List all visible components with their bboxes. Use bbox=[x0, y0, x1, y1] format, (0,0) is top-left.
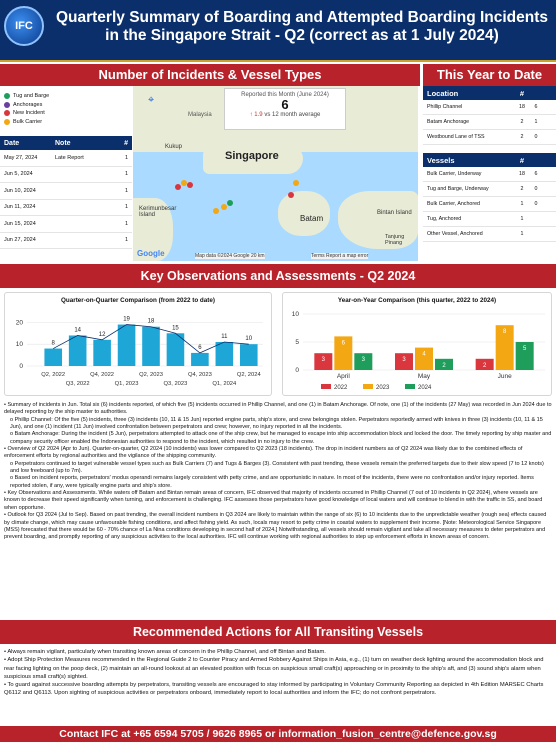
incident-marker[interactable] bbox=[187, 182, 193, 188]
map-label-tanjung: Tanjung Pinang bbox=[385, 234, 405, 246]
legend-swatch bbox=[363, 384, 373, 389]
reported-this-month-card bbox=[224, 88, 346, 130]
table-row[interactable]: Jun 11, 2024 1 bbox=[0, 200, 132, 217]
x-tick-label: Q2, 2023 bbox=[139, 372, 163, 378]
recommendation-item: • Adopt Ship Protection Measures recommended in the Regional Guide 2 to Counter Piracy and Armed Robbery Against Ships in Asia, e.g., (1) turn on weather deck lighting around the accommodation block and rear facing lighting on the poop deck, (2) maintain an all-round lookout at an elevated position with focus on suspicious small craft(s) approaching or in proximity to the ship's aft, and (3) sound ship's alarm when suspicious small craft(s) sighted. bbox=[4, 657, 544, 680]
bar bbox=[118, 325, 136, 366]
section-this-year: This Year to Date bbox=[423, 64, 556, 86]
data-label: 4 bbox=[422, 351, 426, 358]
x-tick-label: May bbox=[417, 373, 431, 380]
table-row[interactable]: Jun 5, 2024 1 bbox=[0, 167, 132, 184]
map-label-karimun: Kerimunbesar Island bbox=[139, 206, 177, 218]
table-row[interactable]: Westbound Lane of TSS 2 0 bbox=[423, 130, 556, 145]
legend-item: Tug and Barge bbox=[4, 92, 49, 101]
table-row[interactable]: Bulk Carrier, Anchored 1 0 bbox=[423, 197, 556, 212]
reported-title: Reported this Month (June 2024) bbox=[241, 92, 329, 98]
legend-item: Bulk Carrier bbox=[4, 118, 49, 127]
map-label-bintan: Bintan Island bbox=[377, 210, 412, 216]
yoy-chart bbox=[283, 304, 551, 392]
y-tick-label: 0 bbox=[19, 363, 23, 370]
map-pin-icon[interactable]: ⌖ bbox=[148, 94, 155, 106]
tug-barge-dot-icon bbox=[4, 93, 10, 99]
table-row[interactable]: Jun 27, 2024 1 bbox=[0, 233, 132, 250]
data-label: 19 bbox=[123, 316, 130, 323]
x-tick-label: Q2, 2024 bbox=[236, 372, 261, 378]
observation-paragraph: o Based on incident reports, perpetrators' modus operandi remains largely consistent with petty crime, and are opportunistic in nature. In most of the incidents, there were no confrontation and/or injury reported. Items reported stolen, if any, were typically engine parts and ship's store. bbox=[10, 475, 534, 489]
x-tick-label: Q4, 2023 bbox=[187, 372, 212, 378]
data-label: 3 bbox=[402, 357, 406, 364]
x-tick-label: Q4, 2022 bbox=[90, 372, 115, 378]
map-label-batam: Batam bbox=[300, 214, 324, 223]
data-label: 14 bbox=[74, 327, 82, 334]
data-label: 6 bbox=[198, 344, 202, 351]
bar bbox=[44, 349, 62, 366]
map-label-malaysia: Malaysia bbox=[188, 112, 212, 118]
data-label: 3 bbox=[361, 357, 366, 364]
x-tick-label: Q3, 2023 bbox=[163, 381, 188, 387]
map-attribution: Map data ©2024 Google 20 km bbox=[195, 253, 265, 259]
recommendation-item: • To guard against successive boarding attempts by perpetrators, transiting vessels are encouraged to stay informed by participating in Voluntary Community Reporting as depicted in 4th Edition MARSEC Charts Q6112 and Q6113. Upon sighting of suspicious activities or perpetrators onboard, immediately report to local authorities and inform the IFC; do not confront perpetrators. bbox=[4, 682, 544, 697]
table-row[interactable]: Tug and Barge, Underway 2 0 bbox=[423, 182, 556, 197]
bar bbox=[69, 335, 87, 366]
location-vessel-tables bbox=[423, 86, 556, 242]
bar bbox=[142, 327, 160, 366]
table-row[interactable]: Jun 15, 2024 1 bbox=[0, 216, 132, 233]
google-logo: Google bbox=[137, 249, 165, 258]
legend-item: New Incident bbox=[4, 109, 49, 118]
bar bbox=[93, 340, 111, 366]
map-label-kukup: Kukup bbox=[165, 144, 183, 150]
table-row[interactable]: Batam Anchorage 2 1 bbox=[423, 115, 556, 130]
legend-label: 2023 bbox=[376, 385, 390, 391]
reported-change: ↑ 1.9 vs 12 month average bbox=[249, 112, 321, 118]
table-row[interactable]: Other Vessel, Anchored 1 bbox=[423, 227, 556, 242]
anchorage-dot-icon bbox=[4, 102, 10, 108]
map-legend bbox=[4, 92, 49, 126]
legend-swatch bbox=[405, 384, 415, 389]
observation-paragraph: • Key Observations and Assessments. While waters off Batam and Bintan remain areas of concern, IFC observed that majority of incidents occurred in Phillip Channel (7 out of 10 incidents in Q2 2024), where vessels are known to decrease their speed significantly when turning, and enforcement is challenging. IFC assesses those perpetrators have good knowledge of local waters and will continue to blend in with the traffic in SS, and board when opportune. bbox=[4, 490, 543, 511]
section-recommended: Recommended Actions for All Transiting Vessels bbox=[0, 620, 556, 644]
data-label: 12 bbox=[98, 331, 106, 338]
incident-marker[interactable] bbox=[213, 208, 219, 214]
data-label: 11 bbox=[221, 334, 228, 340]
table-row[interactable]: Phillip Channel 18 6 bbox=[423, 100, 556, 115]
recommendation-item: • Always remain vigilant, particularly when transiting known areas of concern in the Phillip Channel, and off Bintan and Batam. bbox=[4, 649, 326, 655]
y-tick-label: 10 bbox=[15, 341, 23, 349]
observation-paragraph: o Perpetrators continued to target vulnerable vessel types such as Bulk Carriers (7) and Tugs & Barges (3). Consistent with past trending, these vessels remain the preferred targets due to their slow speed (7 to 12 knots) and low freeboard (up to 7m). bbox=[10, 460, 544, 475]
incident-marker[interactable] bbox=[293, 180, 299, 186]
table-row[interactable]: Tug, Anchored 1 bbox=[423, 212, 556, 227]
incident-marker[interactable] bbox=[227, 200, 233, 206]
data-label: 6 bbox=[341, 340, 346, 347]
map-label-singapore: Singapore bbox=[225, 150, 279, 162]
y-tick-label: 5 bbox=[295, 339, 299, 346]
data-label: 5 bbox=[522, 346, 527, 352]
data-label: 8 bbox=[502, 329, 507, 336]
observation-paragraph: • Outlook for Q3 2024 (Jul to Sep). Based on past trending, the overall incident numbers in Q3 2024 are likely to maintain within the range of six (6) to 10 incidents due to the unpredictable weather (rough sea) effects caused by climate change, which may cause unfavourable fishing conditions, and affect fishing yield. As such, locals may resort to petty crime in coastal waters to supplement their income. [Note: Meteorological Service Singapore (MSS) forecasted that there would be 60 - 70% chance of La Nina conditions developing in second half of 2024.] Notwithstanding, all vessels should remain vigilant and take all necessary measures to deter perpetrators and prevent boarding, and promptly reporting of any suspicious activities to the local authorities. IFC will continue working with regional authorities to step up enforcement efforts in known areas of concern. bbox=[4, 512, 547, 541]
data-label: 2 bbox=[482, 362, 487, 369]
yoy-chart-card bbox=[282, 292, 552, 396]
x-tick-label: Q1, 2024 bbox=[212, 381, 237, 387]
new-incident-dot-icon bbox=[4, 110, 10, 116]
legend-label: 2022 bbox=[334, 385, 348, 391]
legend-swatch bbox=[321, 384, 331, 389]
data-label: 8 bbox=[51, 340, 55, 347]
bar bbox=[240, 344, 258, 366]
qoq-chart-title: Quarter-on-Quarter Comparison (from 2022 to date) bbox=[61, 297, 215, 304]
page-title: Quarterly Summary of Boarding and Attempted Boarding Incidents in the Singapore Strait - Q2 (correct as at 1 July 2024) bbox=[55, 9, 549, 44]
legend-label: 2024 bbox=[418, 385, 432, 391]
data-label: 15 bbox=[172, 325, 179, 332]
observation-paragraph: • Overview of Q2 2024 (Apr to Jun). Quarter-on-quarter, Q2 2024 (10 incidents) was lower compared to Q2 2023 (18 incidents). The drop in incident numbers as of Q2 2024 was likely due to the combined effects of enforcement efforts by regional authorities and the vigilance of the shipping community. bbox=[4, 446, 523, 460]
observations-text bbox=[4, 402, 552, 542]
table-header: Date Note # bbox=[0, 136, 132, 150]
ifc-logo: IFC bbox=[4, 6, 44, 46]
map-terms-link[interactable]: Terms Report a map error bbox=[311, 253, 369, 259]
reported-value: 6 bbox=[281, 97, 289, 112]
data-label: 3 bbox=[321, 357, 326, 364]
x-tick-label: Q2, 2022 bbox=[41, 372, 66, 378]
table-row[interactable]: May 27, 2024 Late Report 1 bbox=[0, 150, 132, 167]
x-tick-label: Q3, 2022 bbox=[65, 381, 90, 387]
observation-paragraph: o Batam Anchorage: During the incident (5 Jun), perpetrators attempted to attack one of the ship crew, but he managed to escape into ship accommodation block and locked the door. The timely reporting by ship master and company security officer enabled the Indonesian authorities to respond to the incident, which resulted in no injury to the crew. bbox=[10, 431, 552, 445]
recommendations-text bbox=[4, 648, 552, 698]
yoy-chart-title: Year-on-Year Comparison (this quarter, 2022 to 2024) bbox=[337, 297, 497, 304]
qoq-chart-card bbox=[4, 292, 272, 396]
observation-paragraph: o Phillip Channel: Of the five (5) incidents, three (3) incidents (10, 11 & 15 Jun) reported engine parts, ship's store, and crew belongings stolen. Perpetrators reportedly armed with knives in three (3) incidents (10, 11 & 15 Jun), and one (1) incident (11 Jun) involved confrontation between perpetrators and crew; however, no injury reported in all the incidents. bbox=[10, 416, 543, 431]
data-label: 2 bbox=[442, 362, 446, 369]
table-row[interactable]: Bulk Carrier, Underway 18 6 bbox=[423, 167, 556, 182]
x-tick-label: Q1, 2023 bbox=[114, 381, 139, 387]
observation-paragraph: • Summary of incidents in Jun. Total six (6) incidents reported, of which five (5) incidents occurred in Phillip Channel, and one (1) in Batam Anchorage. Of note, one (1) of the incidents (27 May) was recorded in Jun 2024 due to delayed reporting by the ship master to authorities. bbox=[4, 402, 552, 416]
y-tick-label: 0 bbox=[295, 367, 299, 374]
footer-contact[interactable]: Contact IFC at +65 6594 5705 / 9626 8965 or information_fusion_centre@defence.gov.sg bbox=[0, 726, 556, 742]
incident-marker[interactable] bbox=[221, 204, 227, 210]
x-tick-label: June bbox=[497, 373, 512, 380]
table-row[interactable]: Jun 10, 2024 1 bbox=[0, 183, 132, 200]
legend-item: Anchorages bbox=[4, 101, 49, 110]
x-tick-label: April bbox=[336, 373, 350, 380]
section-incidents-types: Number of Incidents & Vessel Types bbox=[0, 64, 420, 86]
incident-marker[interactable] bbox=[288, 192, 294, 198]
bar bbox=[191, 353, 209, 366]
data-label: 10 bbox=[245, 336, 253, 343]
section-key-observations: Key Observations and Assessments - Q2 2024 bbox=[0, 264, 556, 288]
qoq-chart bbox=[5, 304, 271, 392]
y-tick-label: 10 bbox=[291, 311, 299, 318]
data-label: 18 bbox=[147, 318, 155, 325]
header bbox=[0, 0, 556, 62]
vessels-header: Vessels # bbox=[423, 153, 556, 167]
bulk-carrier-dot-icon bbox=[4, 119, 10, 125]
y-tick-label: 20 bbox=[15, 319, 23, 327]
incident-table bbox=[0, 136, 132, 249]
location-header: Location # bbox=[423, 86, 556, 100]
bar bbox=[216, 342, 234, 366]
incident-marker[interactable] bbox=[175, 184, 181, 190]
